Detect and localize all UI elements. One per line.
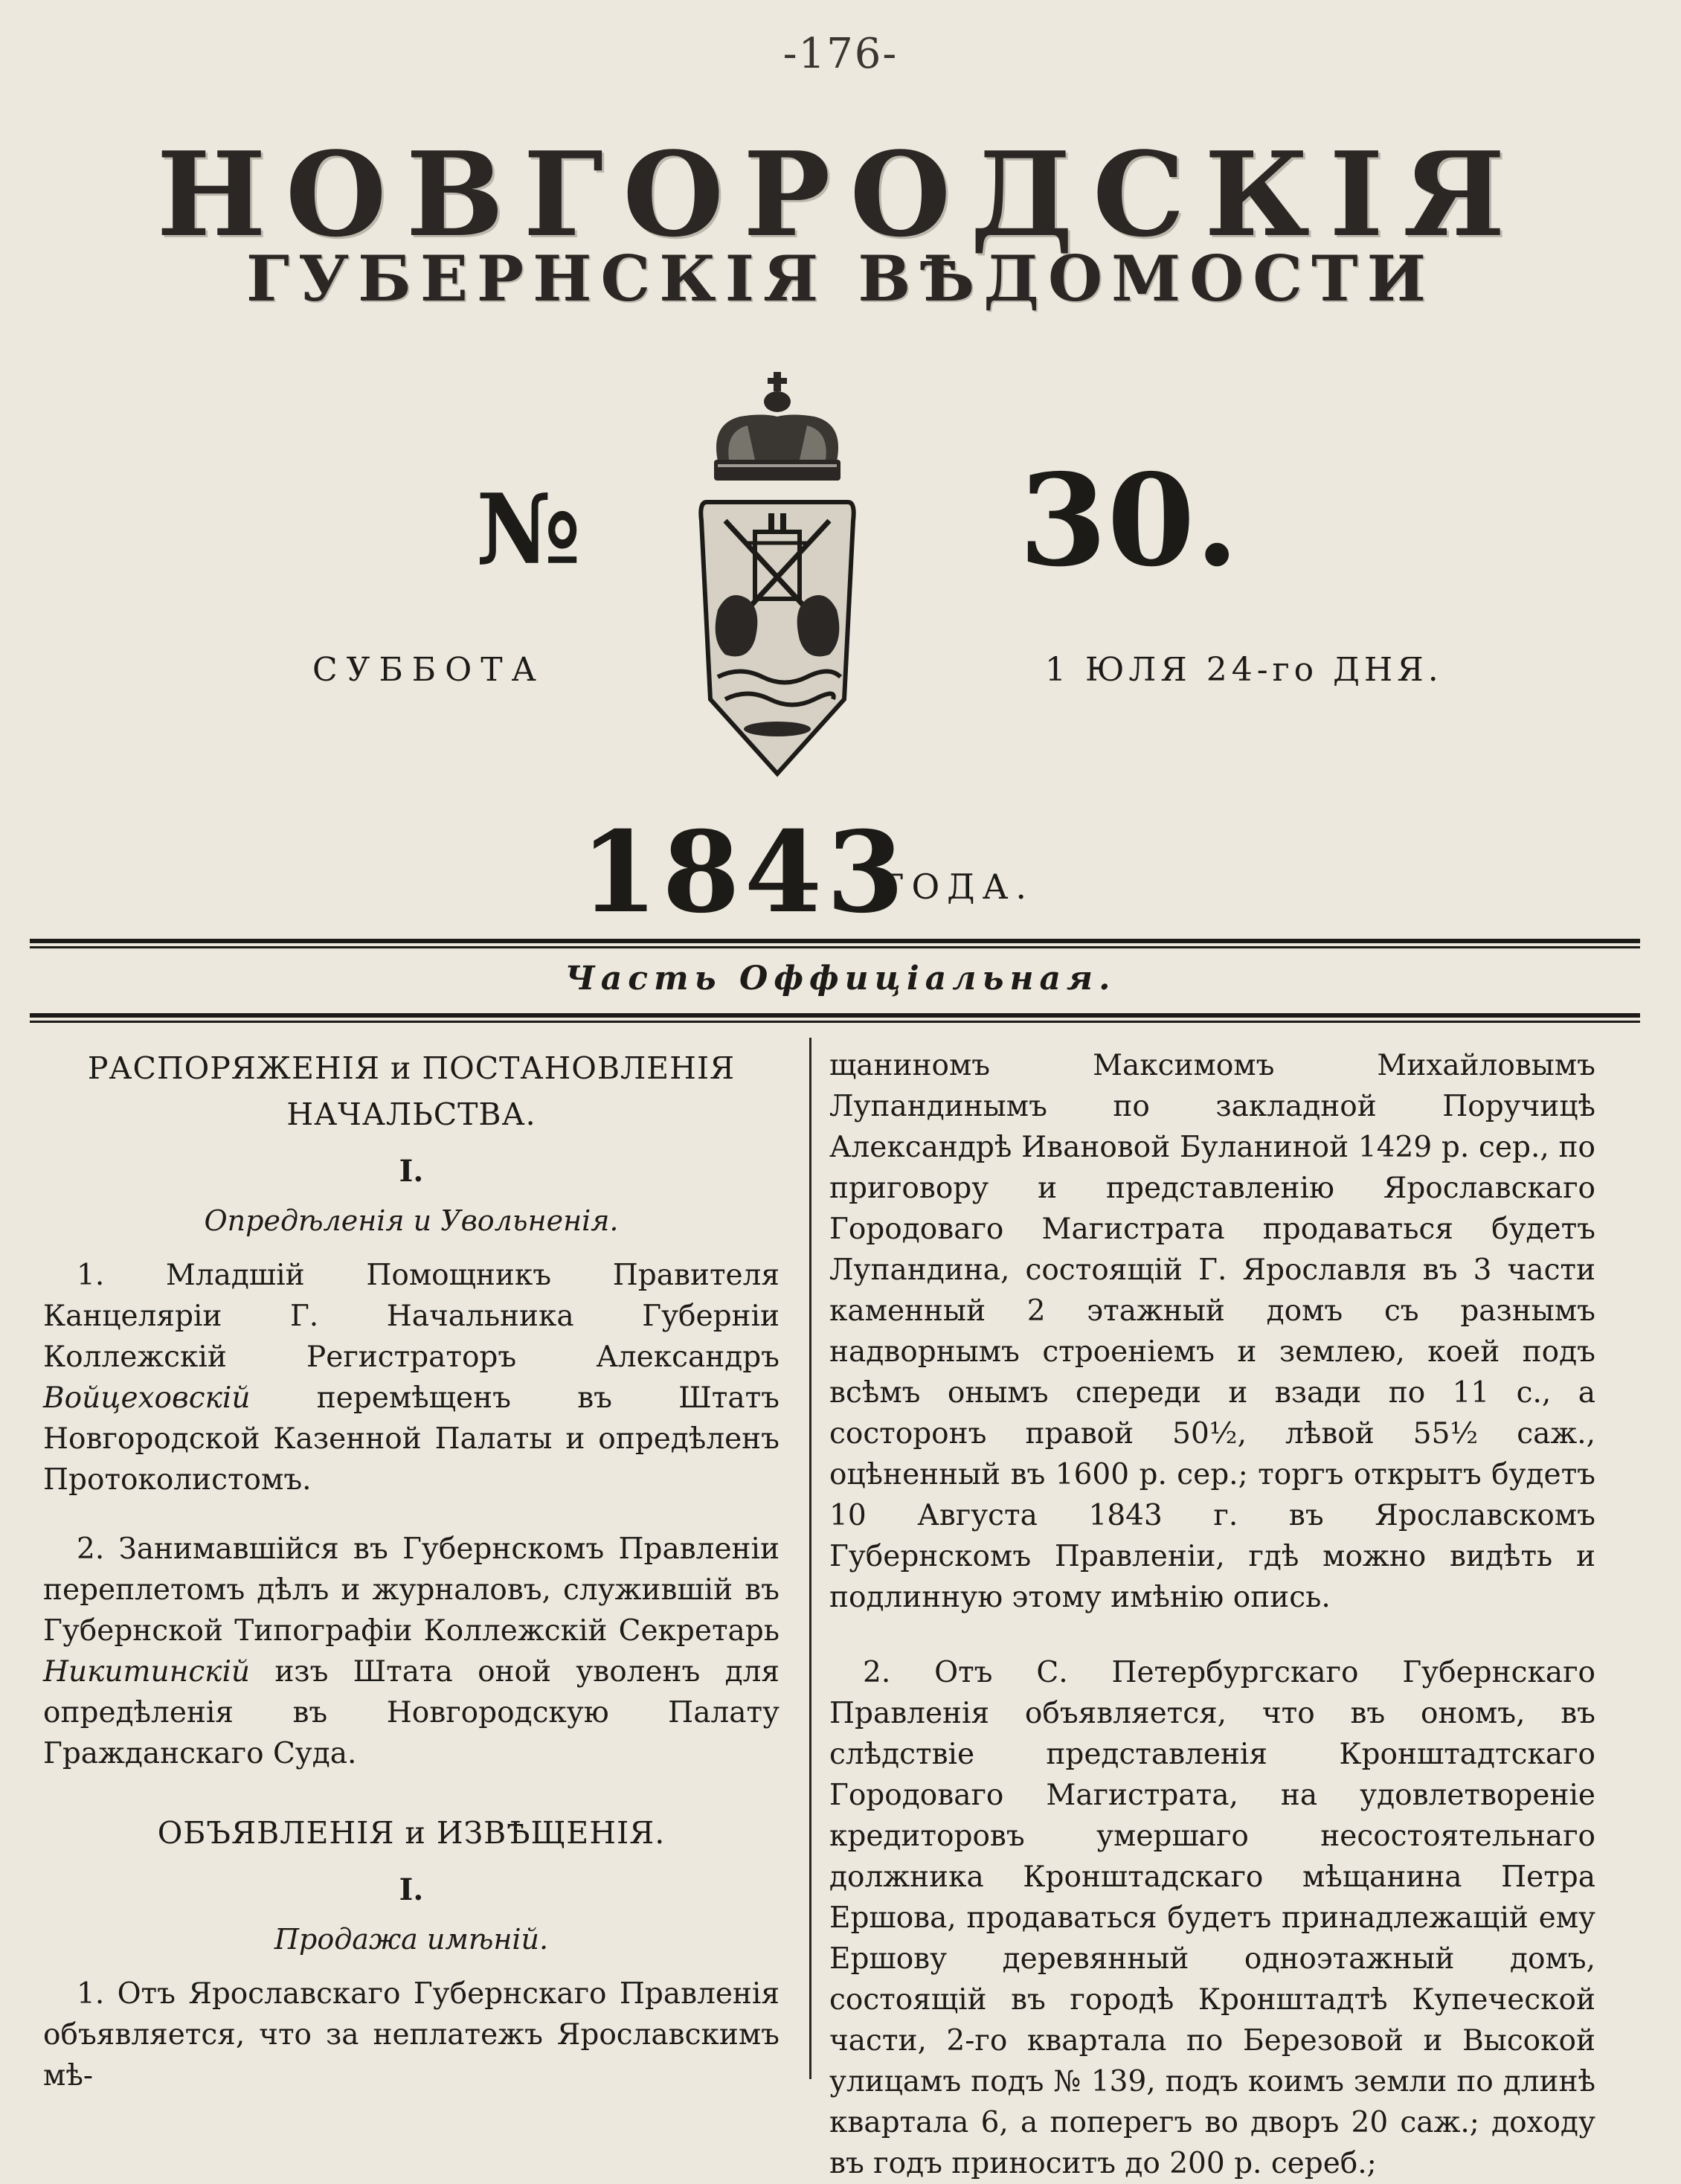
- issue-year: 1843: [580, 807, 909, 938]
- divider-rule: [30, 946, 1640, 948]
- masthead-subtitle: ГУБЕРНСКІЯ ВѢДОМОСТИ: [245, 242, 1436, 315]
- day-of-week: СУББОТА: [312, 651, 545, 689]
- issue-number-label: №: [476, 472, 582, 586]
- year-word: ГОДА.: [881, 867, 1035, 907]
- issue-number: 30.: [1019, 446, 1239, 595]
- section-title: Часть Оффиціальная.: [565, 960, 1116, 998]
- masthead-title: НОВГОРОДСКІЯ: [156, 126, 1525, 263]
- paragraph: щаниномъ Максимомъ Михайловымъ Лупандинымъ по закладной Поручицѣ Александрѣ Ивановой Буланиной 1429 р. сер., по приговору и представленію Ярославскаго Городоваго Магистрата продаваться будетъ Лупандина, состоящій Г. Ярославля въ 3 части каменный 2 этажный домъ съ разнымъ надворнымъ строеніемъ и землею, коей подъ всѣмъ онымъ спереди и взади по 11 с., а состоронъ правой 50½, лѣвой 55½ саж., оцѣненный въ 1600 р. сер.; торгъ открытъ будетъ 10 Августа 1843 г. въ Ярославскомъ Губернскомъ Правленіи, гдѣ можно видѣть и подлинную этому имѣнію опись.: [829, 1049, 1595, 1614]
- subheading: Опредѣленія и Увольненія.: [204, 1204, 619, 1237]
- divider-rule: [30, 1021, 1640, 1023]
- roman-numeral: I.: [399, 1154, 424, 1189]
- divider-rule: [30, 1013, 1640, 1018]
- section-heading: ОБЪЯВЛЕНІЯ и ИЗВѢЩЕНІЯ.: [157, 1815, 666, 1851]
- divider-rule: [30, 939, 1640, 943]
- paragraph: 1. Младшій Помощникъ Правителя Канцеляріи Г. Начальника Губерніи Коллежскій Регистраторъ Александръ Войцеховскій перемѣщенъ въ Штатъ Новгородской Казенной Палаты и опредѣленъ Протоколистомъ.: [43, 1259, 780, 1497]
- issue-date: 1 ЮЛЯ 24-го ДНЯ.: [1045, 651, 1443, 689]
- left-column: [43, 1045, 780, 2096]
- roman-numeral: I.: [399, 1872, 424, 1907]
- paragraph: 2. Занимавшійся въ Губернскомъ Правленіи переплетомъ дѣлъ и журналовъ, служившій въ Губернской Типографіи Коллежскій Секретарь Никитинскій изъ Штата оной уволенъ для опредѣленія въ Новгородскую Палату Гражданскаго Суда.: [43, 1532, 780, 1770]
- subheading: Продажа имѣній.: [274, 1923, 549, 1956]
- column-divider: [809, 1038, 811, 2079]
- coat-of-arms-icon: [695, 372, 874, 781]
- right-column: [829, 1045, 1595, 2184]
- section-heading: РАСПОРЯЖЕНІЯ и ПОСТАНОВЛЕНІЯ НАЧАЛЬСТВА.: [87, 1050, 736, 1132]
- paragraph: 2. Отъ С. Петербургскаго Губернскаго Правленія объявляется, что въ ономъ, въ слѣдствіе представленія Кронштадтскаго Городоваго Магистрата, на удовлетвореніе кредиторовъ умершаго несостоятельнаго должника Кронштадскаго мѣщанина Петра Ершова, продаваться будетъ принадлежащій ему Ершову деревянный одноэтажный домъ, состоящій въ городѣ Кронштадтѣ Купеческой части, 2-го квартала по Березовой и Высокой улицамъ подъ № 139, подъ коимъ земли по длинѣ квартала 6, а поперегъ во дворъ 20 саж.; доходу въ годъ приноситъ до 200 р. сереб.;: [829, 1656, 1595, 2180]
- paragraph: 1. Отъ Ярославскаго Губернскаго Правленія объявляется, что за неплатежъ Ярославскимъ мѣ-: [43, 1977, 780, 2093]
- page-number: -176-: [782, 30, 899, 78]
